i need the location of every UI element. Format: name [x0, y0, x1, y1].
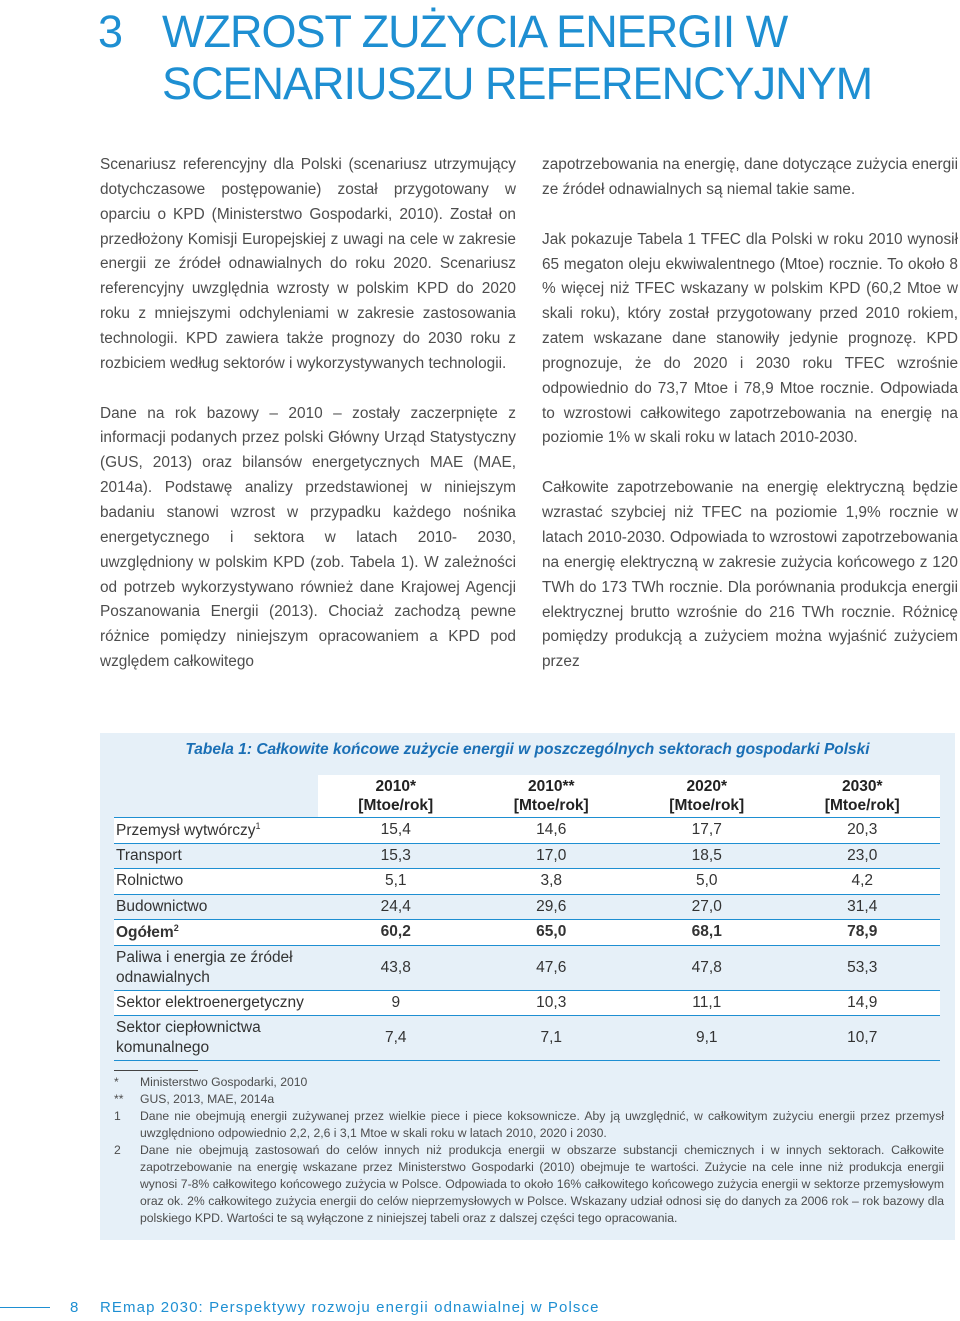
table-cell: 53,3 — [785, 945, 941, 990]
table-cell: 9,1 — [629, 1016, 785, 1061]
table-cell: 27,0 — [629, 894, 785, 920]
table-cell: 17,0 — [474, 843, 630, 869]
chapter-title-line-2: SCENARIUSZU REFERENCYJNYM — [162, 58, 873, 109]
chapter-title-line-1: WZROST ZUŻYCIA ENERGII W — [162, 6, 788, 57]
table-cell: 7,4 — [318, 1016, 474, 1061]
table-cell: 10,7 — [785, 1016, 941, 1061]
table-row — [114, 920, 940, 946]
table-cell: 60,2 — [318, 920, 474, 946]
paragraph: Scenariusz referencyjny dla Polski (scenariusz utrzymujący dotychczasowe postępowanie) został przygotowany w oparciu o KPD (Ministerstwo Gospodarki, 2010). Został on przedłożony Komisji Europejskiej z uwagi na cele w zakresie energii ze źródeł odnawialnych do roku 2020. Scenariusz referencyjny uwzględnia wzrosty w polskim KPD do 2020 roku z mniejszymi odchyleniami w zakresie zastosowania technologii. KPD zawiera także prognozy do 2030 roku z rozbiciem według sektorów i wykorzystywanych technologii. — [100, 156, 516, 372]
table-row — [114, 843, 940, 869]
row-label: Sektor elektroenergetyczny — [114, 990, 318, 1016]
footer-title: REmap 2030: Perspektywy rozwoju energii odnawialnej w Polsce — [100, 1299, 600, 1316]
left-text-column — [100, 153, 516, 700]
table-cell: 20,3 — [785, 818, 941, 844]
table-cell: 3,8 — [474, 869, 630, 895]
footnote-marker: 2 — [114, 1143, 121, 1157]
row-label: Rolnictwo — [114, 869, 318, 895]
table-cell: 4,2 — [785, 869, 941, 895]
footnote-divider — [114, 1070, 198, 1071]
table-row — [114, 945, 940, 990]
table-cell: 10,3 — [474, 990, 630, 1016]
footnote-marker: 1 — [114, 1109, 121, 1123]
table-cell: 47,8 — [629, 945, 785, 990]
table-cell: 11,1 — [629, 990, 785, 1016]
table-title: Tabela 1: Całkowite końcowe zużycie energii w poszczególnych sektorach gospodarki Polski — [185, 741, 870, 758]
table-cell: 68,1 — [629, 920, 785, 946]
header-blank — [114, 775, 318, 818]
footnote — [114, 1074, 944, 1091]
table-cell: 14,6 — [474, 818, 630, 844]
footnote — [114, 1108, 944, 1142]
table-cell: 15,3 — [318, 843, 474, 869]
table-cell: 24,4 — [318, 894, 474, 920]
table-cell: 9 — [318, 990, 474, 1016]
footer-divider — [0, 1307, 50, 1308]
paragraph: Jak pokazuje Tabela 1 TFEC dla Polski w roku 2010 wynosił 65 megaton oleju ekwiwalentnego (Mtoe) rocznie. To około 8 % więcej niż TFEC wskazany w polskim KPD (60,2 Mtoe w skali roku), który został przygotowany przed 2010 rokiem, zatem wskazane dane stanowiły jedynie prognozę. KPD prognozuje, że do 2020 i 2030 roku TFEC wzrośnie odpowiednio do 73,7 Mtoe i 78,9 Mtoe rocznie. Odpowiada to wzrostowi całkowitego zapotrzebowania na energię na poziomie 1% w skali roku w latach 2010-2030. — [542, 230, 958, 447]
header-col-1: 2010* [Mtoe/rok] — [318, 775, 474, 818]
table-row — [114, 894, 940, 920]
paragraph: Dane na rok bazowy – 2010 – zostały zaczerpnięte z informacji podanych przez polski Główny Urząd Statystyczny (GUS, 2013) oraz bilansów energetycznych MAE (MAE, 2014a). Podstawę analizy przedstawionej w niniejszym badaniu stanowi wzrost w przypadku każdego nośnika energetycznego i sektora w latach 2010- 2030, uwzględniony w polskim KPD (zob. Tabela 1). W zależności od potrzeb wykorzystywano również dane Krajowej Agencji Poszanowania Energii (2013). Chociaż zachodzą pewne różnice pomiędzy niniejszym opracowaniem a KPD pod względem całkowitego — [100, 404, 516, 671]
header-col-3: 2020* [Mtoe/rok] — [629, 775, 785, 818]
footnote-text: Ministerstwo Gospodarki, 2010 — [140, 1075, 308, 1089]
footnote-text: Dane nie obejmują energii zużywanej przez wielkie piece i piece koksownicze. Aby ją uwzględnić, w całkowitym zużyciu energii przez przemysł uwzględniono odpowiednio 2,2, 2,6 i 3,1 Mtoe w skali roku w latach 2010, 2020 i 2030. — [140, 1109, 944, 1140]
footnote-marker: * — [114, 1075, 119, 1089]
table-cell: 78,9 — [785, 920, 941, 946]
header-col-2: 2010** [Mtoe/rok] — [474, 775, 630, 818]
table-row — [114, 818, 940, 844]
footnotes — [114, 1074, 944, 1227]
table-cell: 17,7 — [629, 818, 785, 844]
table-cell: 14,9 — [785, 990, 941, 1016]
table-header-row — [114, 775, 940, 818]
paragraph: zapotrzebowania na energię, dane dotyczące zużycia energii ze źródeł odnawialnych są niemal takie same. — [542, 156, 958, 198]
footnote-text: Dane nie obejmują zastosowań do celów innych niż produkcja energii w obszarze substancji chemicznych i w innych sektorach. Całkowite zapotrzebowanie na energię wskazane przez Ministerstwo Gospodarki (2010) obejmuje te wartości. Zużycie na cele inne niż produkcja energii wynosi 7-8% całkowitego końcowego zużycia w Polsce. Odpowiada to około 16% całkowitego końcowego zużycia energii w sektorze przemysłowym oraz ok. 2% całkowitego zużycia energii do celów nieprzemysłowych w Polsce. Wskazany udział odnosi się do danych za 2006 rok – rok bazowy dla polskiego KPD. Wartości te są wyłączone z niniejszej tabeli oraz z dalszej części tego opracowania. — [140, 1143, 944, 1225]
table-cell: 65,0 — [474, 920, 630, 946]
table-cell: 15,4 — [318, 818, 474, 844]
table-cell: 18,5 — [629, 843, 785, 869]
table-row — [114, 990, 940, 1016]
table-cell: 29,6 — [474, 894, 630, 920]
table-cell: 47,6 — [474, 945, 630, 990]
header-col-4: 2030* [Mtoe/rok] — [785, 775, 941, 818]
chapter-number: 3 — [98, 6, 123, 57]
row-label: Przemysł wytwórczy$^1$ — [114, 818, 318, 844]
chapter-heading — [98, 6, 938, 110]
table-cell: 7,1 — [474, 1016, 630, 1061]
table-cell: 23,0 — [785, 843, 941, 869]
energy-table — [114, 775, 940, 1061]
footnote — [114, 1091, 944, 1108]
right-text-column — [542, 153, 958, 700]
row-label: Transport — [114, 843, 318, 869]
page-number: 8 — [70, 1299, 79, 1316]
footnote — [114, 1142, 944, 1227]
table-cell: 43,8 — [318, 945, 474, 990]
footnote-marker: ** — [114, 1092, 124, 1106]
table-cell: 5,1 — [318, 869, 474, 895]
footnote-text: GUS, 2013, MAE, 2014a — [140, 1092, 275, 1106]
row-label: Sektor ciepłownictwa komunalnego — [114, 1016, 318, 1061]
paragraph: Całkowite zapotrzebowanie na energię elektryczną będzie wzrastać szybciej niż TFEC na poziomie 1,9% rocznie w latach 2010-2030. Odpowiada to wzrostowi zapotrzebowania na energię elektryczną w zakresie zużycia końcowego z 120 TWh do 173 TWh rocznie. Dla porównania produkcja energii elektrycznej brutto wzrośnie do 216 TWh rocznie. Różnicę pomiędzy produkcją a zużyciem można wyjaśnić zużyciem przez — [542, 479, 958, 671]
row-label: Paliwa i energia ze źródeł odnawialnych — [114, 945, 318, 990]
row-label: Budownictwo — [114, 894, 318, 920]
table-cell: 31,4 — [785, 894, 941, 920]
row-label: Ogółem$^2$ — [114, 920, 318, 946]
table-cell: 5,0 — [629, 869, 785, 895]
table-row — [114, 1016, 940, 1061]
table-row — [114, 869, 940, 895]
